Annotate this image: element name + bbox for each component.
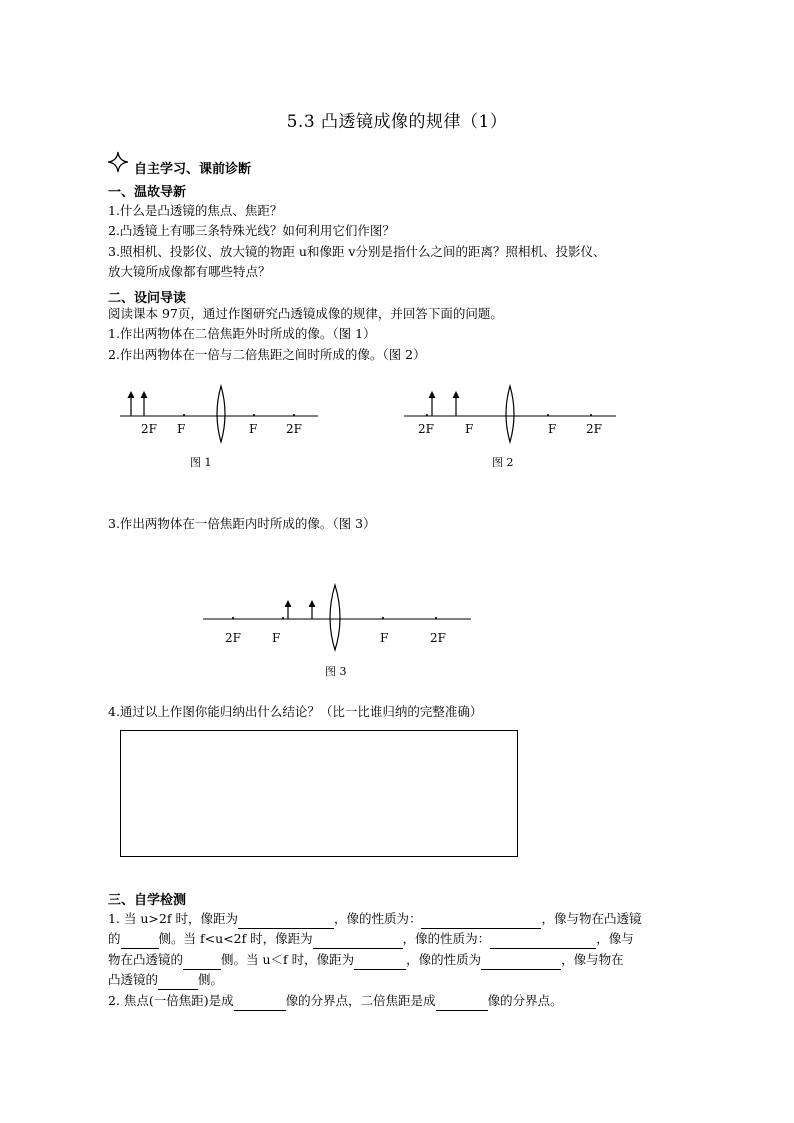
blank-side[interactable]: [121, 934, 159, 949]
blank-2f-boundary[interactable]: [436, 996, 488, 1011]
text: 凸透镜的: [108, 972, 159, 987]
figure-2-diagram: [404, 380, 624, 450]
convex-lens: [217, 386, 225, 442]
part1-question-1: 1.什么是凸透镜的焦点、焦距？: [108, 203, 283, 218]
figure-2-caption: 图 2: [492, 456, 514, 469]
blank-image-distance[interactable]: [354, 955, 406, 970]
text: ，像的性质为：: [333, 911, 422, 926]
label-2f-right: 2F: [430, 631, 446, 645]
label-f-right: F: [380, 631, 389, 645]
text: ，像的性质为: [406, 952, 482, 967]
text: 侧。当 f<u<2f 时，像距为: [158, 931, 313, 946]
section-self-study: 自主学习、课前诊断: [134, 162, 252, 177]
text: 的: [108, 931, 121, 946]
object-arrow: [128, 391, 135, 416]
object-arrow: [141, 391, 148, 416]
blank-image-distance[interactable]: [313, 934, 403, 949]
text: ，像与: [596, 931, 634, 946]
label-f-right: F: [548, 422, 557, 436]
part2-question-4: 4.通过以上作图你能归纳出什么结论？（比一比谁归纳的完整准确）: [108, 704, 483, 719]
label-2f-left: 2F: [418, 422, 434, 436]
part2-question-2: 2.作出两物体在一倍与二倍焦距之间时所成的像。（图 2）: [108, 347, 426, 362]
part1-heading: 一、温故导新: [108, 185, 187, 200]
object-arrow: [429, 391, 436, 416]
text: 侧。: [198, 972, 224, 987]
text: ，像与物在凸透镜: [541, 911, 642, 926]
text: 像的分界点。: [487, 993, 563, 1008]
part2-intro: 阅读课本 97页，通过作图研究凸透镜成像的规律，并回答下面的问题。: [108, 306, 503, 321]
text: 物在凸透镜的: [108, 952, 184, 967]
text: 侧。当 u＜f 时，像距为: [221, 952, 355, 967]
figure-3-caption: 图 3: [325, 665, 347, 678]
label-f-right: F: [249, 422, 258, 436]
part3-heading: 三、自学检测: [108, 893, 187, 908]
four-point-star-icon: [107, 151, 129, 173]
part2-question-1: 1.作出两物体在二倍焦距外时所成的像。（图 1）: [108, 326, 376, 341]
page-title: 5.3 凸透镜成像的规律（1）: [286, 112, 508, 132]
part1-question-2: 2.凸透镜上有哪三条特殊光线？如何利用它们作图？: [108, 223, 395, 238]
blank-side[interactable]: [183, 955, 221, 970]
text: 2. 焦点(一倍焦距)是成: [108, 993, 234, 1008]
object-arrow: [453, 391, 460, 416]
part3-line-4: [108, 970, 223, 990]
figure-1-caption: 图 1: [190, 456, 212, 469]
blank-side[interactable]: [158, 975, 198, 990]
object-arrow: [285, 600, 292, 619]
label-2f-right: 2F: [286, 422, 302, 436]
part1-question-3-line2: 放大镜所成像都有哪些特点？: [108, 264, 271, 279]
label-2f-left: 2F: [225, 631, 241, 645]
blank-image-distance[interactable]: [238, 914, 334, 929]
answer-box[interactable]: [120, 730, 518, 857]
part3-line-1: [108, 909, 641, 929]
blank-image-property[interactable]: [421, 914, 541, 929]
label-f-left: F: [465, 422, 474, 436]
part3-line-2: [108, 929, 634, 949]
text: ，像与物在: [561, 952, 624, 967]
text: ，像的性质为：: [402, 931, 491, 946]
part3-question-2: [108, 991, 563, 1011]
convex-lens: [330, 585, 340, 650]
part3-line-3: [108, 950, 624, 970]
label-f-left: F: [177, 422, 186, 436]
convex-lens: [506, 386, 514, 442]
part2-heading: 二、设问导读: [108, 291, 187, 306]
figure-1-diagram: [120, 380, 330, 450]
label-f-left: F: [272, 631, 281, 645]
part2-question-3: 3.作出两物体在一倍焦距内时所成的像。（图 3）: [108, 516, 376, 531]
blank-image-property[interactable]: [481, 955, 561, 970]
label-2f-left: 2F: [141, 422, 157, 436]
text: 1. 当 u>2f 时，像距为: [108, 911, 238, 926]
text: 像的分界点，二倍焦距是成: [285, 993, 436, 1008]
object-arrow: [309, 600, 316, 619]
blank-image-property[interactable]: [490, 934, 596, 949]
label-2f-right: 2F: [586, 422, 602, 436]
blank-focus-boundary[interactable]: [234, 996, 286, 1011]
part1-question-3-line1: 3.照相机、投影仪、放大镜的物距 u和像距 v分别是指什么之间的距离？照相机、投影仪、: [108, 244, 606, 259]
